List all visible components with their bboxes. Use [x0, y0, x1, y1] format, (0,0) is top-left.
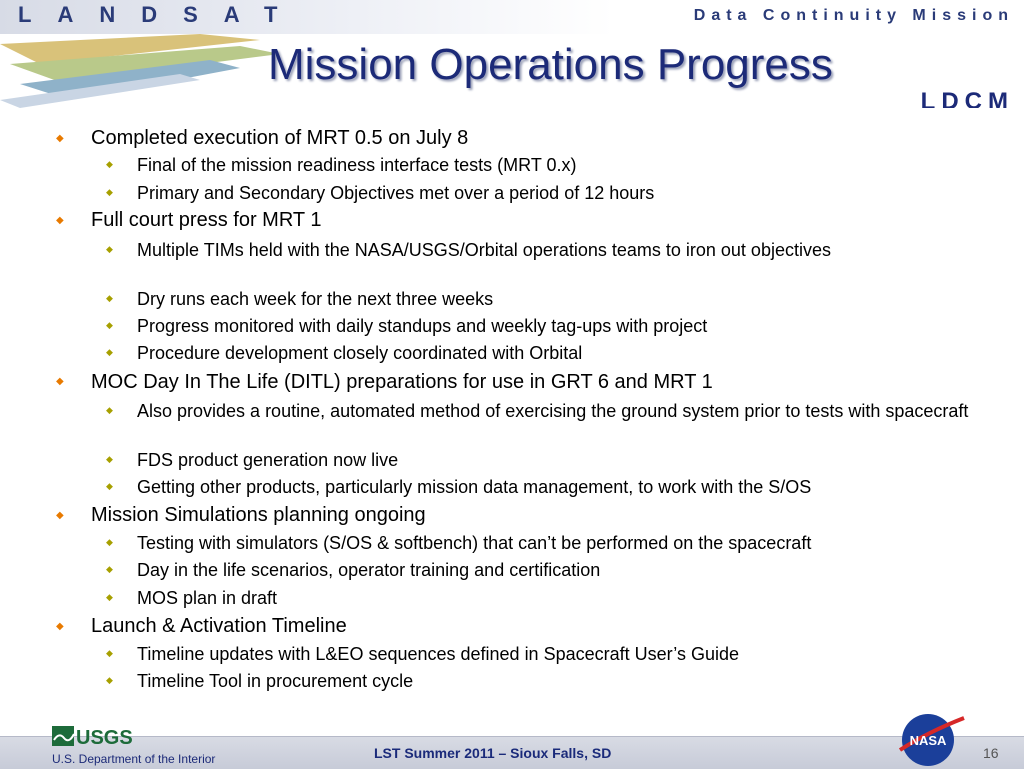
bullet-icon: ◆ — [56, 510, 64, 521]
sub-bullet-item: Also provides a routine, automated method of exercising the ground system prior to tests with spacecraft — [137, 401, 969, 421]
bullet-icon: ◆ — [56, 133, 64, 144]
slide-footer — [0, 736, 1024, 769]
sub-bullet-item: Procedure development closely coordinated with Orbital — [137, 343, 583, 363]
sub-bullet-icon: ◆ — [106, 454, 113, 464]
sub-bullet-icon: ◆ — [106, 347, 113, 357]
bullet-icon: ◆ — [56, 621, 64, 632]
bullet-item: Mission Simulations planning ongoing — [91, 504, 426, 526]
sub-bullet-icon: ◆ — [106, 293, 113, 303]
sub-bullet-icon: ◆ — [106, 675, 113, 685]
mission-name: Data Continuity Mission — [693, 7, 1014, 24]
slide-header — [0, 0, 1024, 108]
sub-bullet-item: Getting other products, particularly mission data management, to work with the S/OS — [137, 477, 812, 497]
sub-bullet-item: MOS plan in draft — [137, 588, 278, 608]
ldcm-logo: LDCM — [920, 88, 1014, 108]
sub-bullet-icon: ◆ — [106, 159, 113, 169]
sub-bullet-icon: ◆ — [106, 405, 113, 415]
bullet-item: Full court press for MRT 1 — [91, 209, 322, 231]
slide-title: Mission Operations Progress — [268, 40, 833, 89]
nasa-logo — [896, 712, 968, 768]
bullet-icon: ◆ — [56, 215, 64, 226]
sub-bullet-icon: ◆ — [106, 537, 113, 547]
department-label: U.S. Department of the Interior — [52, 752, 216, 766]
sub-bullet-icon: ◆ — [106, 592, 113, 602]
nasa-logo-text: NASA — [909, 733, 947, 748]
sub-bullet-item: Day in the life scenarios, operator training and certification — [137, 560, 601, 580]
bullet-item: Launch & Activation Timeline — [91, 615, 347, 637]
sub-bullet-item: Primary and Secondary Objectives met over a period of 12 hours — [137, 183, 655, 203]
sub-bullet-icon: ◆ — [106, 564, 113, 574]
sub-bullet-item: Timeline updates with L&EO sequences defined in Spacecraft User’s Guide — [137, 644, 739, 664]
landsat-brand: LANDSAT — [18, 2, 304, 27]
sub-bullet-icon: ◆ — [106, 648, 113, 658]
sub-bullet-item: Timeline Tool in procurement cycle — [137, 671, 414, 691]
bullet-icon: ◆ — [56, 376, 64, 387]
conference-label: LST Summer 2011 – Sioux Falls, SD — [374, 745, 612, 761]
sub-bullet-icon: ◆ — [106, 244, 113, 254]
page-number: 16 — [983, 745, 999, 761]
sub-bullet-icon: ◆ — [106, 187, 113, 197]
sub-bullet-item: Final of the mission readiness interface tests (MRT 0.x) — [137, 155, 577, 175]
sub-bullet-item: Testing with simulators (S/OS & softbench) that can’t be performed on the spacecraft — [137, 533, 812, 553]
sub-bullet-item: Multiple TIMs held with the NASA/USGS/Orbital operations teams to iron out objectives — [137, 240, 831, 260]
bullet-item: Completed execution of MRT 0.5 on July 8 — [91, 127, 469, 149]
usgs-logo — [52, 724, 148, 750]
sub-bullet-item: Progress monitored with daily standups and weekly tag-ups with project — [137, 316, 708, 336]
usgs-logo-text: USGS — [76, 727, 133, 749]
sub-bullet-icon: ◆ — [106, 320, 113, 330]
sub-bullet-item: FDS product generation now live — [137, 450, 399, 470]
sub-bullet-icon: ◆ — [106, 481, 113, 491]
bullet-item: MOC Day In The Life (DITL) preparations for use in GRT 6 and MRT 1 — [91, 371, 713, 393]
sub-bullet-item: Dry runs each week for the next three weeks — [137, 289, 494, 309]
